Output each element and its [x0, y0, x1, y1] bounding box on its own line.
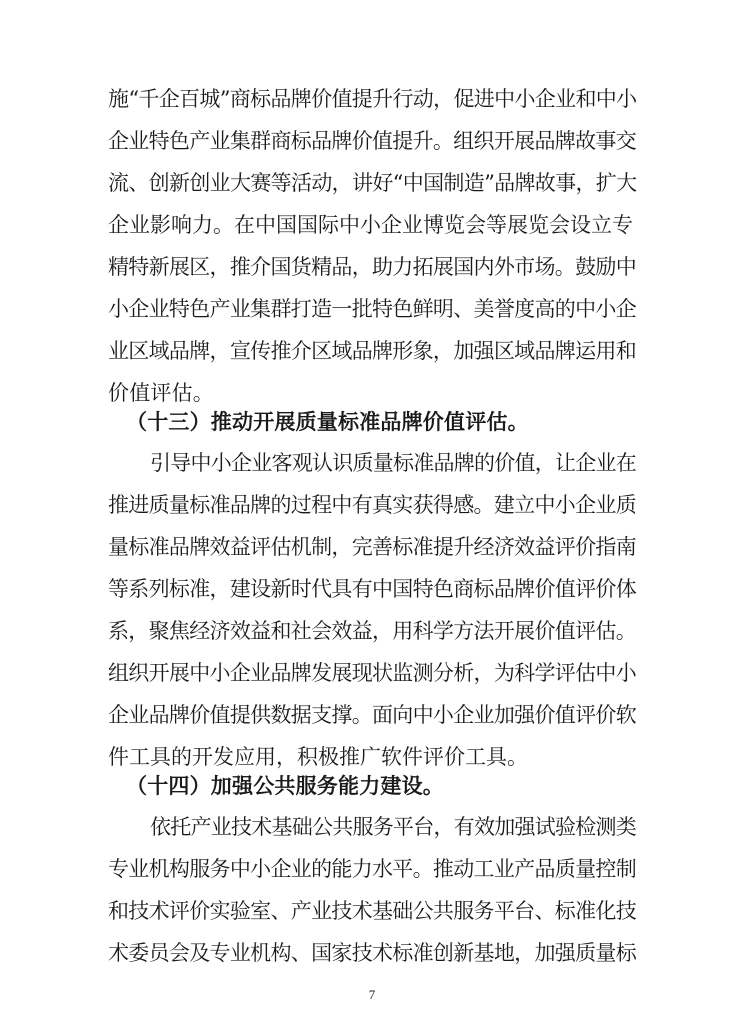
paragraph-line: 企业影响力。在中国国际中小企业博览会等展览会设立专 [108, 213, 633, 237]
paragraph-line: 专业机构服务中小企业的能力水平。推动工业产品质量控制 [108, 857, 636, 881]
paragraph-line: 依托产业技术基础公共服务平台，有效加强试验检测类 [150, 815, 636, 839]
paragraph-line: 施“千企百城”商标品牌价值提升行动，促进中小企业和中小 [108, 87, 637, 111]
paragraph-line: 企业特色产业集群商标品牌价值提升。组织开展品牌故事交 [108, 129, 636, 153]
paragraph-line: 推进质量标准品牌的过程中有真实获得感。建立中小企业质 [108, 493, 636, 517]
paragraph-line: 精特新展区，推介国货精品，助力拓展国内外市场。鼓励中 [108, 255, 636, 279]
section-heading-13: （十三）推动开展质量标准品牌价值评估。 [126, 409, 529, 434]
page-number: 7 [368, 987, 376, 1002]
paragraph-line: 引导中小企业客观认识质量标准品牌的价值，让企业在 [150, 451, 636, 475]
paragraph-line: 等系列标准，建设新时代具有中国特色商标品牌价值评价体 [108, 577, 636, 601]
section-heading-14: （十四）加强公共服务能力建设。 [126, 773, 444, 798]
paragraph-line: 量标准品牌效益评估机制，完善标准提升经济效益评价指南 [108, 535, 636, 559]
paragraph-line: 组织开展中小企业品牌发展现状监测分析，为科学评估中小 [108, 661, 636, 685]
paragraph-line: 小企业特色产业集群打造一批特色鲜明、美誉度高的中小企 [108, 297, 636, 321]
paragraph-line: 和技术评价实验室、产业技术基础公共服务平台、标准化技 [108, 899, 636, 923]
paragraph-line: 业区域品牌，宣传推介区域品牌形象，加强区域品牌运用和 [108, 339, 636, 363]
paragraph-line: 件工具的开发应用，积极推广软件评价工具。 [108, 745, 528, 769]
paragraph-line: 术委员会及专业机构、国家技术标准创新基地，加强质量标 [108, 941, 636, 965]
paragraph-line: 企业品牌价值提供数据支撑。面向中小企业加强价值评价软 [108, 703, 636, 727]
paragraph-line: 系，聚焦经济效益和社会效益，用科学方法开展价值评估。 [108, 619, 636, 643]
paragraph-line: 流、创新创业大赛等活动，讲好“中国制造”品牌故事，扩大 [108, 171, 637, 195]
paragraph-line: 价值评估。 [108, 381, 214, 405]
